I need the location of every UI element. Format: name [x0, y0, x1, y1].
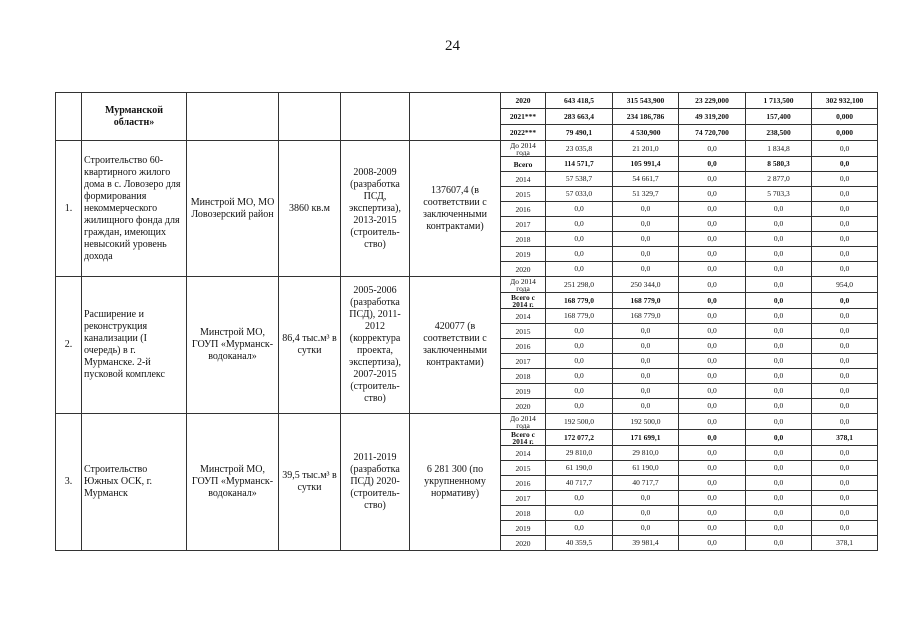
regional-budget-cell: 0,0 [679, 309, 746, 324]
federal-budget-cell: 171 699,1 [613, 430, 679, 446]
year-cell: До 2014 года [501, 414, 546, 430]
object-name-cell: Расширение и реконструкция канализации (I очередь) в г. Мурманске. 2-й пусковой комплекс [82, 277, 187, 414]
row-number: 1. [56, 141, 82, 277]
total-cell: 0,0 [546, 354, 613, 369]
investment-projects-table [55, 92, 878, 551]
local-budget-cell: 8 580,3 [746, 157, 812, 172]
federal-budget-cell: 168 779,0 [613, 309, 679, 324]
other-sources-cell: 0,000 [812, 109, 878, 125]
regional-budget-cell: 0,0 [679, 414, 746, 430]
other-sources-cell: 0,000 [812, 125, 878, 141]
federal-budget-cell: 21 201,0 [613, 141, 679, 157]
local-budget-cell: 0,0 [746, 430, 812, 446]
federal-budget-cell: 168 779,0 [613, 293, 679, 309]
federal-budget-cell: 0,0 [613, 217, 679, 232]
other-sources-cell: 0,0 [812, 217, 878, 232]
regional-budget-cell: 0,0 [679, 369, 746, 384]
total-cell: 192 500,0 [546, 414, 613, 430]
federal-budget-cell: 0,0 [613, 491, 679, 506]
regional-budget-cell: 0,0 [679, 476, 746, 491]
total-cell: 29 810,0 [546, 446, 613, 461]
total-cell: 40 359,5 [546, 536, 613, 551]
table-body [56, 93, 878, 551]
other-sources-cell: 0,0 [812, 384, 878, 399]
total-cell: 40 717,7 [546, 476, 613, 491]
regional-budget-cell: 0,0 [679, 232, 746, 247]
local-budget-cell: 0,0 [746, 324, 812, 339]
federal-budget-cell: 0,0 [613, 506, 679, 521]
year-cell: 2017 [501, 354, 546, 369]
object-name-cell: Мурманской областн» [82, 93, 187, 141]
local-budget-cell: 1 713,500 [746, 93, 812, 109]
local-budget-cell: 1 834,8 [746, 141, 812, 157]
total-cell: 0,0 [546, 247, 613, 262]
total-cell: 0,0 [546, 369, 613, 384]
capacity-cell: 39,5 тыс.м³ в сутки [279, 414, 341, 551]
total-cell: 61 190,0 [546, 461, 613, 476]
year-cell: 2014 [501, 309, 546, 324]
year-cell: До 2014 года [501, 277, 546, 293]
executor-cell: Минстрой МО, МО Ловозерский район [187, 141, 279, 277]
row-number: 2. [56, 277, 82, 414]
page-number: 24 [445, 38, 460, 54]
federal-budget-cell: 0,0 [613, 247, 679, 262]
total-cell: 0,0 [546, 232, 613, 247]
local-budget-cell: 0,0 [746, 247, 812, 262]
year-cell: 2022*** [501, 125, 546, 141]
local-budget-cell: 0,0 [746, 309, 812, 324]
regional-budget-cell: 0,0 [679, 461, 746, 476]
local-budget-cell: 0,0 [746, 277, 812, 293]
table-row [56, 277, 878, 293]
regional-budget-cell: 0,0 [679, 277, 746, 293]
local-budget-cell: 0,0 [746, 414, 812, 430]
year-cell: До 2014 года [501, 141, 546, 157]
local-budget-cell: 0,0 [746, 354, 812, 369]
table-row [56, 141, 878, 157]
regional-budget-cell: 0,0 [679, 446, 746, 461]
estimated-cost-cell: 137607,4 (в соответствии с заключенными контрактами) [410, 141, 501, 277]
year-cell: 2018 [501, 506, 546, 521]
empty-cell [279, 93, 341, 141]
federal-budget-cell: 192 500,0 [613, 414, 679, 430]
federal-budget-cell: 105 991,4 [613, 157, 679, 172]
other-sources-cell: 0,0 [812, 324, 878, 339]
other-sources-cell: 0,0 [812, 172, 878, 187]
total-cell: 57 033,0 [546, 187, 613, 202]
federal-budget-cell: 234 186,786 [613, 109, 679, 125]
year-cell: 2020 [501, 93, 546, 109]
total-cell: 0,0 [546, 262, 613, 277]
table-row [56, 93, 878, 109]
period-cell: 2005-2006 (разработка ПСД), 2011-2012 (корректура проекта, экспертиза), 2007-2015 (строитель-ство) [341, 277, 410, 414]
empty-cell [341, 93, 410, 141]
executor-cell: Минстрой МО, ГОУП «Мурманск-водоканал» [187, 277, 279, 414]
year-cell: 2016 [501, 202, 546, 217]
capacity-cell: 3860 кв.м [279, 141, 341, 277]
regional-budget-cell: 0,0 [679, 262, 746, 277]
federal-budget-cell: 4 530,900 [613, 125, 679, 141]
other-sources-cell: 0,0 [812, 202, 878, 217]
other-sources-cell: 0,0 [812, 157, 878, 172]
local-budget-cell: 0,0 [746, 446, 812, 461]
other-sources-cell: 0,0 [812, 461, 878, 476]
local-budget-cell: 0,0 [746, 536, 812, 551]
federal-budget-cell: 0,0 [613, 369, 679, 384]
other-sources-cell: 0,0 [812, 247, 878, 262]
federal-budget-cell: 0,0 [613, 339, 679, 354]
total-cell: 23 035,8 [546, 141, 613, 157]
estimated-cost-cell: 420077 (в соответствии с заключенными контрактами) [410, 277, 501, 414]
year-cell: 2020 [501, 399, 546, 414]
total-cell: 0,0 [546, 399, 613, 414]
other-sources-cell: 0,0 [812, 232, 878, 247]
year-cell: 2014 [501, 172, 546, 187]
total-cell: 0,0 [546, 491, 613, 506]
federal-budget-cell: 0,0 [613, 399, 679, 414]
year-cell: 2021*** [501, 109, 546, 125]
object-name-cell: Строительство 60-квартирного жилого дома в с. Ловозеро для формирования некоммерческого жилищного фонда для граждан, имеющих невысокий уровень дохода [82, 141, 187, 277]
federal-budget-cell: 0,0 [613, 354, 679, 369]
local-budget-cell: 0,0 [746, 202, 812, 217]
year-cell: 2019 [501, 521, 546, 536]
year-cell: 2015 [501, 187, 546, 202]
year-cell: Всего [501, 157, 546, 172]
row-number: 3. [56, 414, 82, 551]
total-cell: 114 571,7 [546, 157, 613, 172]
other-sources-cell: 0,0 [812, 141, 878, 157]
num-cell [56, 93, 82, 141]
total-cell: 0,0 [546, 384, 613, 399]
regional-budget-cell: 0,0 [679, 202, 746, 217]
total-cell: 251 298,0 [546, 277, 613, 293]
federal-budget-cell: 40 717,7 [613, 476, 679, 491]
federal-budget-cell: 61 190,0 [613, 461, 679, 476]
year-cell: 2015 [501, 324, 546, 339]
federal-budget-cell: 29 810,0 [613, 446, 679, 461]
year-cell: Всего с 2014 г. [501, 293, 546, 309]
other-sources-cell: 0,0 [812, 354, 878, 369]
total-cell: 0,0 [546, 202, 613, 217]
period-cell: 2011-2019 (разработка ПСД) 2020- (строитель-ство) [341, 414, 410, 551]
year-cell: Всего с 2014 г. [501, 430, 546, 446]
regional-budget-cell: 0,0 [679, 187, 746, 202]
federal-budget-cell: 0,0 [613, 202, 679, 217]
local-budget-cell: 0,0 [746, 521, 812, 536]
regional-budget-cell: 0,0 [679, 157, 746, 172]
executor-cell: Минстрой МО, ГОУП «Мурманск-водоканал» [187, 414, 279, 551]
federal-budget-cell: 39 981,4 [613, 536, 679, 551]
federal-budget-cell: 0,0 [613, 262, 679, 277]
local-budget-cell: 0,0 [746, 491, 812, 506]
regional-budget-cell: 0,0 [679, 430, 746, 446]
total-cell: 79 490,1 [546, 125, 613, 141]
local-budget-cell: 0,0 [746, 262, 812, 277]
other-sources-cell: 378,1 [812, 536, 878, 551]
local-budget-cell: 238,500 [746, 125, 812, 141]
federal-budget-cell: 0,0 [613, 324, 679, 339]
total-cell: 0,0 [546, 506, 613, 521]
local-budget-cell: 2 877,0 [746, 172, 812, 187]
regional-budget-cell: 0,0 [679, 141, 746, 157]
federal-budget-cell: 0,0 [613, 521, 679, 536]
regional-budget-cell: 49 319,200 [679, 109, 746, 125]
federal-budget-cell: 0,0 [613, 232, 679, 247]
regional-budget-cell: 0,0 [679, 521, 746, 536]
total-cell: 0,0 [546, 324, 613, 339]
federal-budget-cell: 315 543,900 [613, 93, 679, 109]
year-cell: 2020 [501, 536, 546, 551]
year-cell: 2018 [501, 369, 546, 384]
other-sources-cell: 0,0 [812, 446, 878, 461]
regional-budget-cell: 23 229,000 [679, 93, 746, 109]
other-sources-cell: 0,0 [812, 414, 878, 430]
year-cell: 2018 [501, 232, 546, 247]
other-sources-cell: 0,0 [812, 309, 878, 324]
estimated-cost-cell: 6 281 300 (по укрупненному нормативу) [410, 414, 501, 551]
total-cell: 0,0 [546, 217, 613, 232]
other-sources-cell: 0,0 [812, 399, 878, 414]
object-name-cell: Строительство Южных ОСК, г. Мурманск [82, 414, 187, 551]
local-budget-cell: 0,0 [746, 217, 812, 232]
local-budget-cell: 0,0 [746, 232, 812, 247]
other-sources-cell: 0,0 [812, 521, 878, 536]
regional-budget-cell: 0,0 [679, 339, 746, 354]
regional-budget-cell: 0,0 [679, 506, 746, 521]
capacity-cell: 86,4 тыс.м³ в сутки [279, 277, 341, 414]
local-budget-cell: 0,0 [746, 384, 812, 399]
total-cell: 0,0 [546, 339, 613, 354]
other-sources-cell: 0,0 [812, 491, 878, 506]
regional-budget-cell: 0,0 [679, 172, 746, 187]
regional-budget-cell: 0,0 [679, 217, 746, 232]
total-cell: 57 538,7 [546, 172, 613, 187]
local-budget-cell: 0,0 [746, 293, 812, 309]
year-cell: 2020 [501, 262, 546, 277]
empty-cell [410, 93, 501, 141]
other-sources-cell: 0,0 [812, 476, 878, 491]
other-sources-cell: 0,0 [812, 339, 878, 354]
year-cell: 2014 [501, 446, 546, 461]
year-cell: 2017 [501, 217, 546, 232]
total-cell: 0,0 [546, 521, 613, 536]
other-sources-cell: 0,0 [812, 369, 878, 384]
local-budget-cell: 157,400 [746, 109, 812, 125]
regional-budget-cell: 0,0 [679, 324, 746, 339]
other-sources-cell: 302 932,100 [812, 93, 878, 109]
year-cell: 2017 [501, 491, 546, 506]
regional-budget-cell: 0,0 [679, 247, 746, 262]
other-sources-cell: 0,0 [812, 506, 878, 521]
federal-budget-cell: 54 661,7 [613, 172, 679, 187]
regional-budget-cell: 0,0 [679, 491, 746, 506]
local-budget-cell: 0,0 [746, 339, 812, 354]
empty-cell [187, 93, 279, 141]
total-cell: 168 779,0 [546, 309, 613, 324]
local-budget-cell: 0,0 [746, 461, 812, 476]
local-budget-cell: 0,0 [746, 369, 812, 384]
regional-budget-cell: 0,0 [679, 384, 746, 399]
other-sources-cell: 0,0 [812, 262, 878, 277]
total-cell: 172 077,2 [546, 430, 613, 446]
year-cell: 2019 [501, 247, 546, 262]
local-budget-cell: 0,0 [746, 476, 812, 491]
local-budget-cell: 5 703,3 [746, 187, 812, 202]
year-cell: 2019 [501, 384, 546, 399]
other-sources-cell: 0,0 [812, 293, 878, 309]
regional-budget-cell: 0,0 [679, 293, 746, 309]
total-cell: 168 779,0 [546, 293, 613, 309]
local-budget-cell: 0,0 [746, 399, 812, 414]
year-cell: 2015 [501, 461, 546, 476]
federal-budget-cell: 0,0 [613, 384, 679, 399]
other-sources-cell: 378,1 [812, 430, 878, 446]
regional-budget-cell: 74 720,700 [679, 125, 746, 141]
year-cell: 2016 [501, 476, 546, 491]
regional-budget-cell: 0,0 [679, 536, 746, 551]
federal-budget-cell: 250 344,0 [613, 277, 679, 293]
total-cell: 283 663,4 [546, 109, 613, 125]
period-cell: 2008-2009 (разработка ПСД, экспертиза), 2013-2015 (строитель-ство) [341, 141, 410, 277]
regional-budget-cell: 0,0 [679, 399, 746, 414]
other-sources-cell: 0,0 [812, 187, 878, 202]
other-sources-cell: 954,0 [812, 277, 878, 293]
federal-budget-cell: 51 329,7 [613, 187, 679, 202]
table-row [56, 414, 878, 430]
local-budget-cell: 0,0 [746, 506, 812, 521]
year-cell: 2016 [501, 339, 546, 354]
total-cell: 643 418,5 [546, 93, 613, 109]
regional-budget-cell: 0,0 [679, 354, 746, 369]
